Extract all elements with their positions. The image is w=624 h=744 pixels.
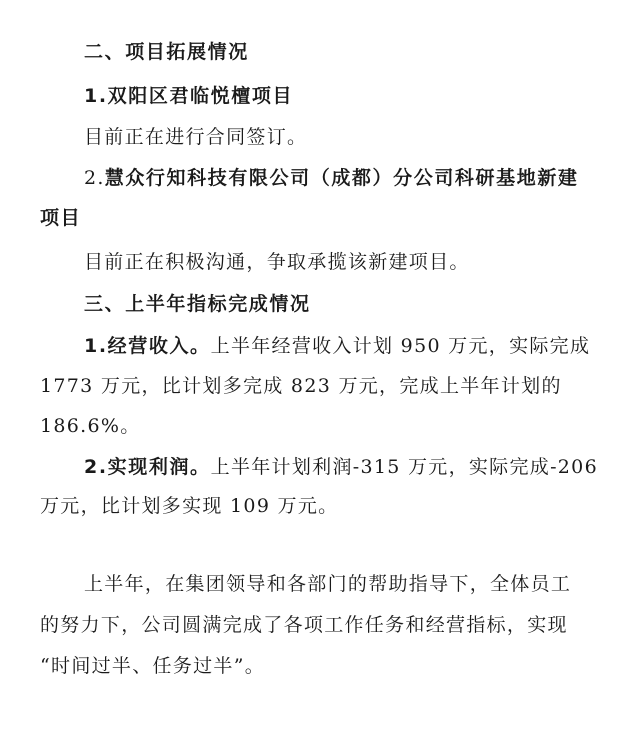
project-item-1-title: 1.双阳区君临悦檀项目 xyxy=(84,85,294,107)
summary-line-2: 的努力下，公司圆满完成了各项工作任务和经营指标，实现 xyxy=(40,614,568,636)
project-item-2-body: 目前正在积极沟通，争取承揽该新建项目。 xyxy=(84,251,470,273)
summary-line-3: “时间过半、任务过半”。 xyxy=(40,655,266,677)
revenue-line-3: 186.6%。 xyxy=(40,415,141,437)
summary-line-1: 上半年，在集团领导和各部门的帮助指导下，全体员工 xyxy=(84,573,572,595)
revenue-line-2: 1773 万元，比计划多完成 823 万元，完成上半年计划的 xyxy=(40,375,562,397)
project-item-2-title-line-1 xyxy=(84,166,579,190)
project-item-2-number: 2. xyxy=(84,167,105,189)
revenue-label: 1.经营收入。 xyxy=(84,335,211,357)
section-heading-half-year-targets: 三、上半年指标完成情况 xyxy=(84,293,311,315)
profit-line-2: 万元，比计划多实现 109 万元。 xyxy=(40,495,339,517)
revenue-line-1 xyxy=(84,334,590,358)
project-item-1-body: 目前正在进行合同签订。 xyxy=(84,126,308,148)
profit-label: 2.实现利润。 xyxy=(84,456,211,478)
section-heading-project-expansion: 二、项目拓展情况 xyxy=(84,41,249,63)
project-item-2-title-line-2: 项目 xyxy=(40,207,82,229)
profit-text-1: 上半年计划利润-315 万元，实际完成-206 xyxy=(210,456,598,478)
project-item-2-title: 慧众行知科技有限公司（成都）分公司科研基地新建 xyxy=(104,167,579,189)
revenue-text-1: 上半年经营收入计划 950 万元，实际完成 xyxy=(210,335,591,357)
profit-line-1 xyxy=(84,455,598,479)
